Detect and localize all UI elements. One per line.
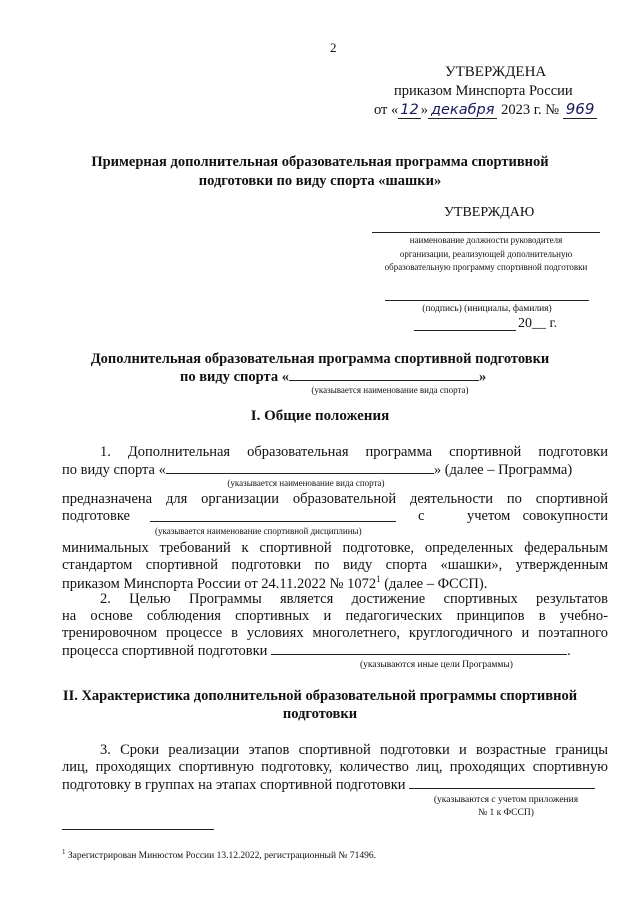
approval-number: 969 [563,100,598,119]
program-title-line1: Дополнительная образовательная программа спортивной подготовки [90,351,550,367]
approve-year: 20__ г. [518,316,558,331]
section2-heading-line1: II. Характеристика дополнительной образовательной программы спортивной [62,688,578,704]
signature-caption: (подпись) (инициалы, фамилия) [422,304,552,314]
p3-caption1: (указываются с учетом приложения [433,795,579,805]
approval-title: УТВЕРЖДЕНА [445,64,547,80]
p1-caption1: (указывается наименование вида спорта) [227,478,385,488]
approve-caption2: организации, реализующей дополнительную [399,249,573,259]
approval-day: 12 [400,102,419,118]
p3-caption2: № 1 к ФССП) [478,808,534,818]
doc-title-line1: Примерная дополнительная образовательная программа спортивной [91,154,549,170]
p1-line1: 1. Дополнительная образовательная программа спортивной подготовки [100,444,608,460]
p1-caption2: (указывается наименование спортивной дисциплины) [155,526,362,536]
p2-caption: (указываются иные цели Программы) [360,660,513,670]
footnote-separator [62,829,214,830]
approve-caption3: образовательную программу спортивной подготовки [384,262,588,272]
approve-caption1: наименование должности руководителя [409,235,563,245]
approval-date-line: от « 12 » декабря 2023 г. № 969 [374,100,597,119]
program-title-caption: (указывается наименование вида спорта) [311,385,469,395]
p1-line5: минимальных требований к спортивной подготовке, определенных федеральным [62,540,608,556]
p1-line2: по виду спорта « » (далее – Программа) [62,462,573,478]
p1-line6: стандартом спортивной подготовки по виду спорта «шашки», утвержденным [62,557,608,573]
p3-line2: лиц, проходящих спортивную подготовку, количество лиц, проходящих спортивную [62,759,608,775]
p3-line3: подготовку в группах на этапах спортивной подготовки [62,776,595,794]
approve-title: УТВЕРЖДАЮ [444,205,535,220]
section1-heading: I. Общие положения [250,408,390,424]
p2-line4: процесса спортивной подготовки . [62,643,571,659]
p2-line1: 2. Целью Программы является достижение спортивных результатов [100,591,608,607]
p3-line1: 3. Сроки реализации этапов спортивной подготовки и возрастные границы [100,742,608,758]
p1-line4: подготовке с учетом совокупности [62,508,608,524]
doc-title-line2: подготовки по виду спорта «шашки» [198,173,442,189]
approval-order-line: приказом Минспорта России [394,83,573,99]
p2-line3: тренировочном процессе в условиях многолетнего, круглогодичного и поэтапного [62,625,608,641]
approve-position-line [372,232,600,233]
p1-line7: приказом Минспорта России от 24.11.2022 № 1072$^1$ (далее – ФССП). [62,574,488,592]
approve-date-line [414,330,516,331]
approval-month: декабря [428,102,497,119]
signature-line [385,300,589,301]
section2-heading-line2: подготовки [282,706,358,722]
footnote: $^1$ Зарегистрирован Минюстом России 13.12.2022, регистрационный № 71496. [62,848,376,862]
p2-line2: на основе соблюдения спортивных и педагогических принципов в учебно- [62,608,608,624]
p1-line3: предназначена для организации образовательной деятельности по спортивной [62,491,608,507]
program-title-line2: по виду спорта « » [180,369,487,385]
